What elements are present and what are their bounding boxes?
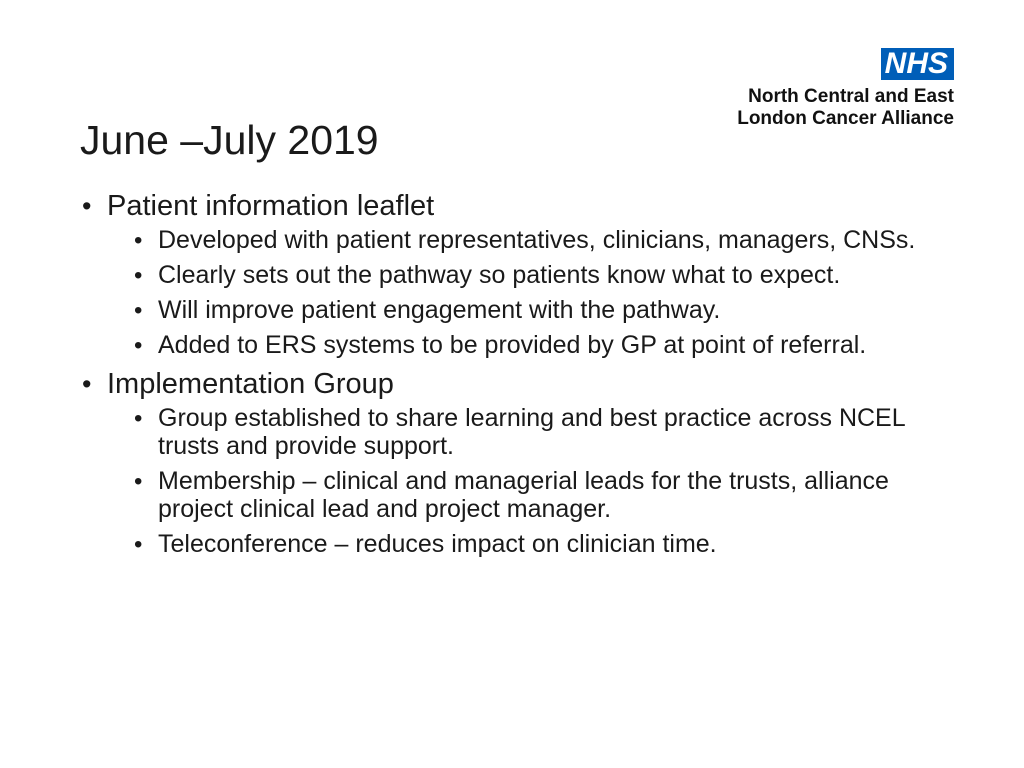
slide-title: June –July 2019 — [80, 117, 379, 163]
list-item — [132, 467, 960, 523]
slide-content — [80, 188, 960, 565]
bullet-icon: • — [134, 405, 143, 432]
section-heading: Implementation Group — [107, 368, 394, 400]
bullet-icon: • — [134, 531, 143, 558]
list-item — [132, 226, 960, 254]
list-item — [132, 530, 960, 558]
list-item-text: Membership – clinical and managerial leads for the trusts, alliance project clinical lead and project manager. — [158, 467, 889, 523]
sub-bullet-list — [132, 404, 960, 558]
bullet-icon: • — [134, 332, 143, 359]
list-item-text: Clearly sets out the pathway so patients know what to expect. — [158, 261, 841, 289]
list-item — [132, 296, 960, 324]
list-item — [132, 261, 960, 289]
nhs-logo: NHS — [881, 48, 954, 80]
nhs-logo-block — [654, 48, 954, 130]
list-item — [132, 331, 960, 359]
list-item-text: Added to ERS systems to be provided by GP at point of referral. — [158, 331, 867, 359]
org-name-line-1: North Central and East — [748, 86, 954, 107]
list-item-text: Teleconference – reduces impact on clinician time. — [158, 530, 717, 558]
bullet-icon: • — [134, 262, 143, 289]
bullet-icon: • — [134, 227, 143, 254]
section-implementation-group — [80, 366, 960, 558]
org-name-line-2: London Cancer Alliance — [737, 108, 954, 129]
bullet-icon: • — [82, 369, 92, 399]
bullet-icon: • — [134, 297, 143, 324]
list-item-text: Developed with patient representatives, clinicians, managers, CNSs. — [158, 226, 916, 254]
list-item-text: Will improve patient engagement with the pathway. — [158, 296, 721, 324]
sub-bullet-list — [132, 226, 960, 359]
list-item-text: Group established to share learning and best practice across NCEL trusts and provide support. — [158, 404, 905, 460]
bullet-icon: • — [82, 191, 92, 221]
section-patient-leaflet — [80, 188, 960, 359]
section-heading: Patient information leaflet — [107, 190, 435, 222]
list-item — [132, 404, 960, 460]
bullet-icon: • — [134, 468, 143, 495]
bullet-list — [80, 188, 960, 558]
